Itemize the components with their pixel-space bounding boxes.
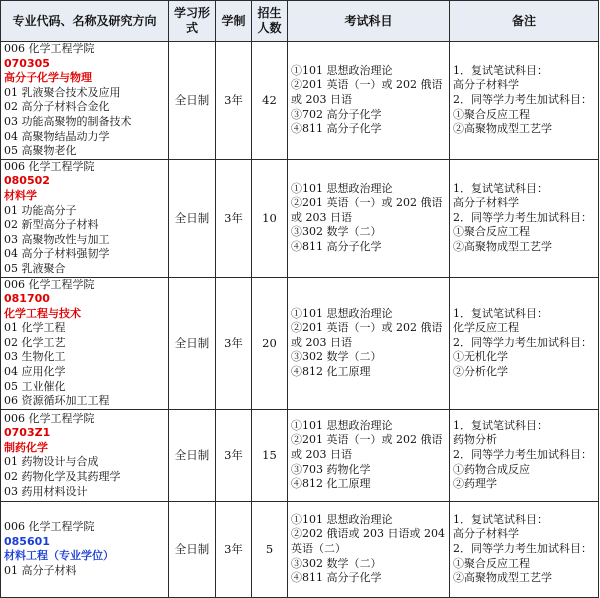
exam-subject: ③702 高分子化学 [291,107,382,121]
duration: 3年 [224,93,243,108]
note-line: 1．复试笔试科目： [453,181,548,195]
exam-subject: ③302 数学（二） [291,225,382,239]
note-line: 2．同等学力考生加试科目： [453,335,592,349]
duration: 3年 [224,210,243,225]
notes-cell [450,409,599,501]
quota: 42 [262,93,277,108]
major-name: 高分子化学与物理 [4,71,92,85]
research-direction: 01 乳液聚合技术及应用 [4,85,121,99]
note-line: 高分子材料学 [453,196,519,210]
study-mode-cell [169,277,216,409]
table-row [1,409,599,501]
note-line: 2．同等学力考生加试科目： [453,542,592,556]
exam-subject: ②201 英语（一）或 202 俄语或 203 日语 [291,433,443,462]
research-direction: 03 高聚物改性与加工 [4,232,110,246]
exam-subjects-cell [288,42,450,160]
duration-cell [216,277,252,409]
research-direction: 02 新型高分子材料 [4,218,99,232]
quota-cell [252,159,288,277]
research-direction: 03 药用材料设计 [4,484,88,498]
exam-subject: ②201 英语（一）或 202 俄语或 203 日语 [291,78,443,107]
note-line: 高分子材料学 [453,78,519,92]
note-line: ①聚合反应工程 [453,556,530,570]
exam-subject: ③703 药物化学 [291,462,371,476]
major-name: 材料工程（专业学位） [4,549,114,563]
note-line: 高分子材料学 [453,527,519,541]
exam-subject: ①101 思想政治理论 [291,418,393,432]
study-mode-cell [169,409,216,501]
research-direction: 01 化学工程 [4,321,66,335]
school-name: 006 化学工程学院 [4,159,95,173]
header-duration: 学制 [216,1,252,42]
exam-subjects-cell [288,501,450,597]
major-cell [1,277,169,409]
major-code: 081700 [4,292,50,306]
school-name: 006 化学工程学院 [4,411,95,425]
note-line: 化学反应工程 [453,321,519,335]
exam-subjects-cell [288,159,450,277]
note-line: ②高聚物成型工艺学 [453,240,552,254]
study-mode: 全日制 [174,93,210,108]
duration: 3年 [224,335,243,350]
study-mode: 全日制 [174,542,210,557]
research-direction: 04 应用化学 [4,365,66,379]
research-direction: 01 药物设计与合成 [4,455,99,469]
note-line: ②高聚物成型工艺学 [453,571,552,585]
research-direction: 04 高聚物结晶动力学 [4,129,110,143]
header-exam: 考试科目 [288,1,450,42]
header-major: 专业代码、名称及研究方向 [1,1,169,42]
research-direction: 05 乳液聚合 [4,261,66,275]
study-mode: 全日制 [174,335,210,350]
exam-subjects-cell [288,277,450,409]
major-title [4,57,165,86]
study-mode: 全日制 [174,210,210,225]
major-cell [1,409,169,501]
school-name: 006 化学工程学院 [4,520,95,534]
duration: 3年 [224,542,243,557]
study-mode-cell [169,159,216,277]
notes-cell [450,42,599,160]
table-row [1,42,599,160]
exam-subject: ②201 英语（一）或 202 俄语或 203 日语 [291,321,443,349]
exam-subject: ①101 思想政治理论 [291,63,393,77]
research-direction: 01 功能高分子 [4,203,77,217]
note-line: ②药理学 [453,477,497,491]
major-name: 材料学 [4,188,37,202]
study-mode-cell [169,501,216,597]
study-mode: 全日制 [174,448,210,463]
note-line: 1．复试笔试科目： [453,418,548,432]
quota: 15 [262,448,277,463]
note-line: ①无机化学 [453,350,508,364]
exam-subject: ③302 数学（二） [291,556,382,570]
exam-subject: ④811 高分子化学 [291,571,382,585]
school-name: 006 化学工程学院 [4,277,95,291]
research-direction: 03 生物化工 [4,350,66,364]
research-direction: 04 高分子材料强韧学 [4,247,110,261]
quota-cell [252,277,288,409]
exam-subject: ②201 英语（一）或 202 俄语或 203 日语 [291,196,443,224]
exam-subjects-cell [288,409,450,501]
major-code: 070305 [4,56,50,70]
note-line: ①聚合反应工程 [453,225,530,239]
major-title [4,174,165,203]
duration: 3年 [224,448,243,463]
research-direction: 01 高分子材料 [4,563,77,577]
quota: 5 [265,542,274,557]
table-row [1,159,599,277]
exam-subject: ②202 俄语或 203 日语或 204 英语（二） [291,527,445,556]
study-mode-cell [169,42,216,160]
header-quota: 招生人数 [252,1,288,42]
major-code: 085601 [4,534,50,548]
research-direction: 02 药物化学及其药理学 [4,469,121,483]
research-direction: 06 资源循环加工工程 [4,394,110,408]
major-cell [1,501,169,597]
note-line: ②高聚物成型工艺学 [453,122,552,136]
duration-cell [216,42,252,160]
research-direction: 02 化学工艺 [4,335,66,349]
duration-cell [216,409,252,501]
header-row [1,1,599,42]
school-name: 006 化学工程学院 [4,42,95,55]
exam-subject: ④812 化工原理 [291,365,371,379]
header-notes: 备注 [450,1,599,42]
major-name: 制药化学 [4,440,48,454]
note-line: 2．同等学力考生加试科目： [453,93,592,107]
major-cell [1,159,169,277]
research-direction: 02 高分子材料合金化 [4,100,110,114]
major-title [4,292,165,321]
table-row [1,277,599,409]
notes-cell [450,277,599,409]
duration-cell [216,501,252,597]
table-row [1,501,599,597]
note-line: 1．复试笔试科目： [453,512,548,526]
research-direction: 03 功能高聚物的制备技术 [4,114,132,128]
research-direction: 05 工业催化 [4,379,66,393]
exam-subject: ④812 化工原理 [291,477,371,491]
note-line: 1．复试笔试科目： [453,306,548,320]
quota: 10 [262,210,277,225]
note-line: ①药物合成反应 [453,462,530,476]
major-code: 0703Z1 [4,426,51,440]
quota-cell [252,409,288,501]
notes-cell [450,159,599,277]
note-line: 药物分析 [453,433,497,447]
note-line: ②分析化学 [453,365,508,379]
notes-cell [450,501,599,597]
note-line: ①聚合反应工程 [453,107,530,121]
quota-cell [252,501,288,597]
exam-subject: ③302 数学（二） [291,350,382,364]
major-title [4,426,165,455]
note-line: 2．同等学力考生加试科目： [453,448,592,462]
duration-cell [216,159,252,277]
exam-subject: ①101 思想政治理论 [291,512,393,526]
quota-cell [252,42,288,160]
note-line: 2．同等学力考生加试科目： [453,210,592,224]
major-title [4,535,165,564]
quota: 20 [262,335,277,350]
exam-subject: ④811 高分子化学 [291,240,382,254]
header-mode: 学习形式 [169,1,216,42]
exam-subject: ④811 高分子化学 [291,122,382,136]
major-cell [1,42,169,160]
research-direction: 05 高聚物老化 [4,144,77,158]
major-code: 080502 [4,174,50,188]
major-name: 化学工程与技术 [4,306,81,320]
exam-subject: ①101 思想政治理论 [291,306,393,320]
note-line: 1．复试笔试科目： [453,63,548,77]
exam-subject: ①101 思想政治理论 [291,181,393,195]
